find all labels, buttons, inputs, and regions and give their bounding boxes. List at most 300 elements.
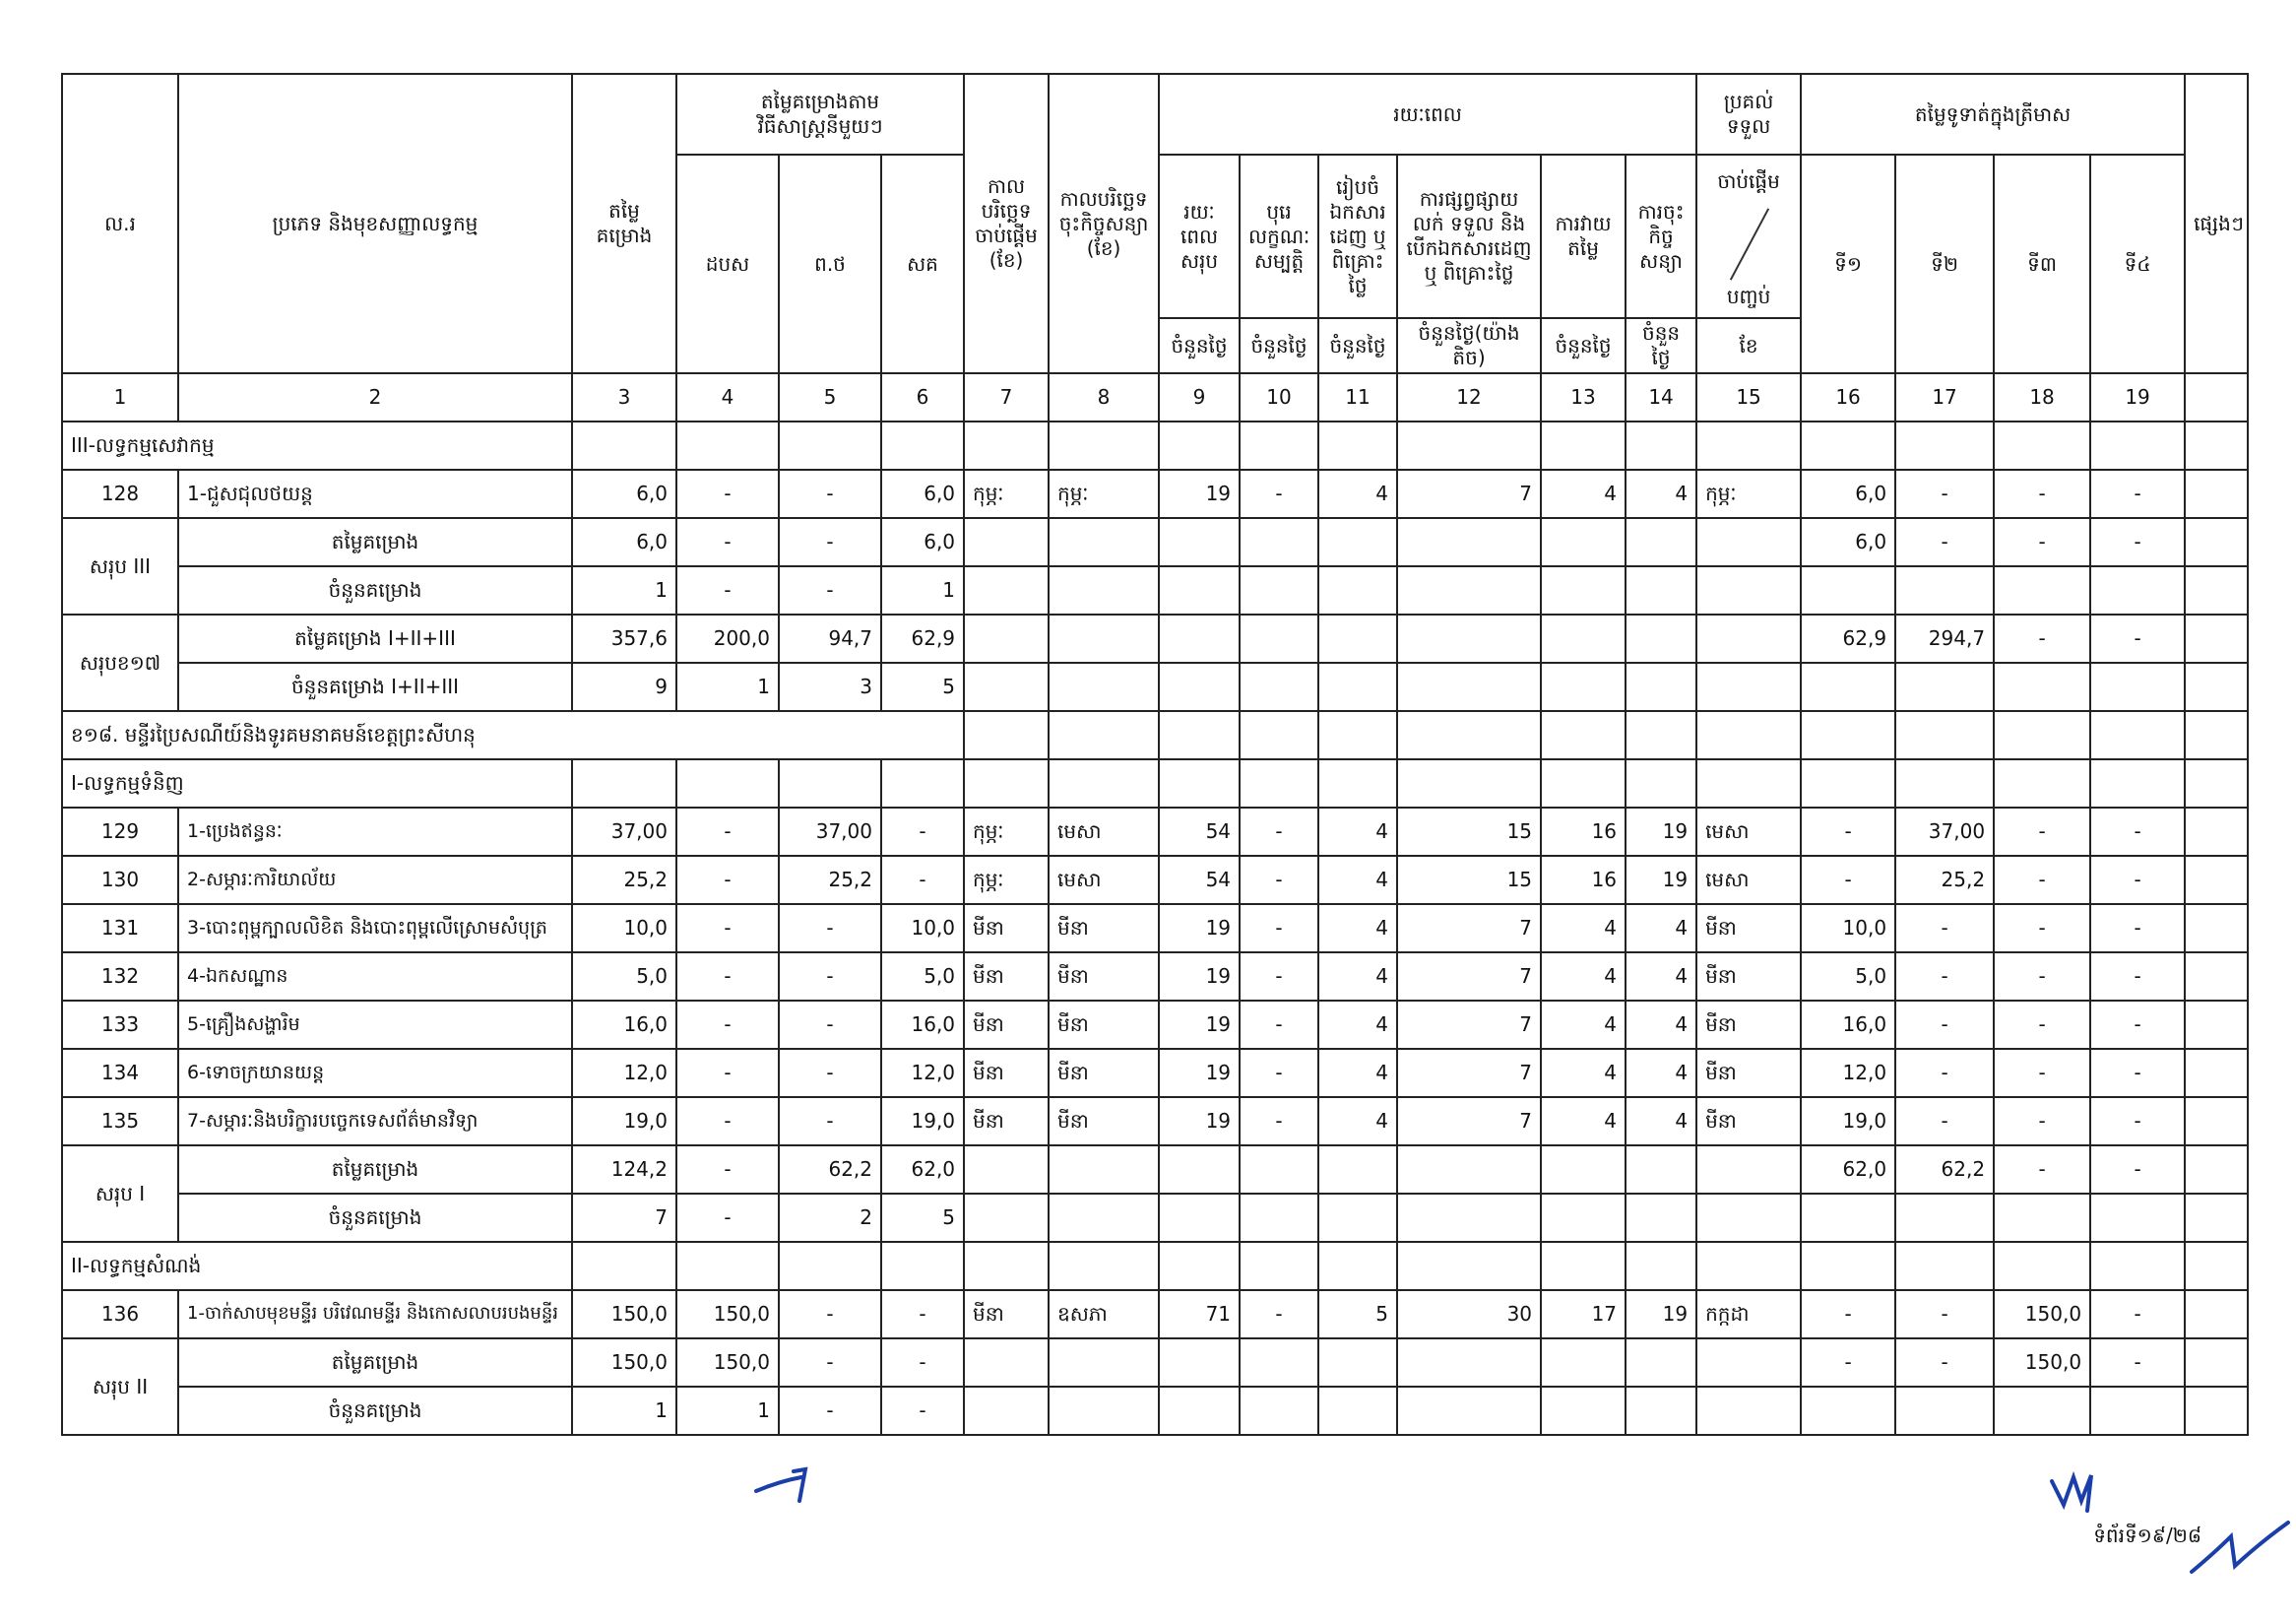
cell: -	[676, 952, 779, 1001]
cell: 4	[1626, 1001, 1696, 1049]
total-count-label: ចំនួនគម្រោង I+II+III	[178, 663, 572, 711]
cell: 54	[1159, 808, 1240, 856]
cell: 62,2	[1895, 1145, 1994, 1194]
cell: 25,2	[1895, 856, 1994, 904]
cell: 1-ចាក់សាបមុខមន្ទីរ បរិវេណមន្ទីរ និងកោសលាបរបងមន្ទីរ	[178, 1290, 572, 1338]
cell: 25,2	[779, 856, 881, 904]
cell: 7	[1397, 952, 1541, 1001]
cell: 130	[62, 856, 178, 904]
cell: 16	[1541, 808, 1626, 856]
cell: 7	[1397, 1097, 1541, 1145]
cell: 6,0	[1801, 518, 1895, 566]
col-evaluation: បុរេ លក្ខណៈ សម្បត្តិ	[1240, 155, 1318, 318]
section-row	[62, 422, 2248, 470]
column-number: 5	[779, 373, 881, 422]
cell: -	[1240, 904, 1318, 952]
column-number: 9	[1159, 373, 1240, 422]
cell: -	[676, 1097, 779, 1145]
cell: មីនា	[964, 952, 1049, 1001]
cell: 135	[62, 1097, 178, 1145]
col-end-month: កាលបរិច្ឆេទ ចុះកិច្ចសន្យា (ខែ)	[1049, 74, 1159, 373]
unit-days: ចំនួនថ្ងៃ	[1159, 318, 1240, 373]
column-number: 10	[1240, 373, 1318, 422]
cell: 294,7	[1895, 615, 1994, 663]
cell: -	[1801, 1290, 1895, 1338]
cell: -	[1994, 1049, 2090, 1097]
cell: 12,0	[572, 1049, 676, 1097]
subtotal-row	[62, 1387, 2248, 1435]
cell: 4	[1541, 904, 1626, 952]
col-delivery-range	[1696, 155, 1801, 318]
cell: -	[1240, 1049, 1318, 1097]
cell: កុម្ភៈ	[1049, 470, 1159, 518]
cell: -	[2090, 808, 2185, 856]
cell: 10,0	[881, 904, 964, 952]
cell: មីនា	[1049, 952, 1159, 1001]
cell: 25,2	[572, 856, 676, 904]
col-q1: ទី១	[1801, 155, 1895, 373]
cell: -	[676, 518, 779, 566]
column-number: 12	[1397, 373, 1541, 422]
cell: មីនា	[964, 904, 1049, 952]
cell: 19	[1626, 808, 1696, 856]
cell: -	[1895, 518, 1994, 566]
unit-days: ចំនួនថ្ងៃ	[1626, 318, 1696, 373]
cell: -	[1240, 1001, 1318, 1049]
cell	[2185, 1049, 2248, 1097]
cell: -	[676, 1001, 779, 1049]
cell: -	[779, 904, 881, 952]
cell: 3	[779, 663, 881, 711]
delivery-end-label: បញ្ចប់	[1726, 285, 1771, 308]
cell: 4	[1541, 1049, 1626, 1097]
cell: -	[676, 470, 779, 518]
column-number: 8	[1049, 373, 1159, 422]
unit-days: ចំនួនថ្ងៃ	[1541, 318, 1626, 373]
table-row	[62, 1290, 2248, 1338]
cell: 19	[1159, 470, 1240, 518]
column-number: 13	[1541, 373, 1626, 422]
cell: 17	[1541, 1290, 1626, 1338]
subtotal-row	[62, 566, 2248, 615]
cell: -	[881, 1338, 964, 1387]
subtotal-value-label: តម្លៃគម្រោង	[178, 518, 572, 566]
cell: -	[1895, 904, 1994, 952]
cell: -	[1240, 470, 1318, 518]
cell: 6,0	[881, 518, 964, 566]
section-goods-title: I-លទ្ធកម្មទំនិញ	[62, 759, 572, 808]
cell: 128	[62, 470, 178, 518]
col-src-a: ដបស	[676, 155, 779, 373]
cell: -	[881, 1387, 964, 1435]
cell: -	[2090, 1145, 2185, 1194]
cell: 19	[1626, 856, 1696, 904]
section-services-title: III-លទ្ធកម្មសេវាកម្ម	[62, 422, 572, 470]
cell: 37,00	[572, 808, 676, 856]
column-number: 1	[62, 373, 178, 422]
cell: -	[2090, 1049, 2185, 1097]
cell: 4	[1318, 1001, 1397, 1049]
cell: -	[1994, 615, 2090, 663]
cell: 12,0	[1801, 1049, 1895, 1097]
cell: 19,0	[1801, 1097, 1895, 1145]
total-label: សរុបខ១៧	[62, 615, 178, 711]
cell: មេសា	[1049, 808, 1159, 856]
col-quarter-payments: តម្លៃទូទាត់ក្នុងត្រីមាស	[1801, 74, 2185, 155]
cell: -	[1994, 470, 2090, 518]
cell: -	[1994, 1097, 2090, 1145]
cell: 16,0	[572, 1001, 676, 1049]
cell: មីនា	[964, 1290, 1049, 1338]
cell: -	[881, 808, 964, 856]
cell: 150,0	[676, 1290, 779, 1338]
cell: 19,0	[881, 1097, 964, 1145]
cell: -	[881, 856, 964, 904]
cell: 4	[1626, 952, 1696, 1001]
cell: 7	[1397, 470, 1541, 518]
cell	[2185, 1290, 2248, 1338]
cell: 4	[1626, 1049, 1696, 1097]
delivery-start-label: ចាប់ផ្តើម	[1717, 169, 1780, 193]
cell: 10,0	[1801, 904, 1895, 952]
cell: 134	[62, 1049, 178, 1097]
subtotal-label: សរុប II	[62, 1338, 178, 1435]
col-q4: ទី៤	[2090, 155, 2185, 373]
cell: -	[779, 1338, 881, 1387]
cell: 15	[1397, 808, 1541, 856]
cell: 1	[676, 1387, 779, 1435]
cell: 5,0	[881, 952, 964, 1001]
cell: -	[1801, 1338, 1895, 1387]
cell: -	[1994, 856, 2090, 904]
col-price-eval: ការវាយ តម្លៃ	[1541, 155, 1626, 318]
cell: 16	[1541, 856, 1626, 904]
table-row	[62, 904, 2248, 952]
cell: -	[2090, 1290, 2185, 1338]
cell	[2185, 1001, 2248, 1049]
subtotal-row	[62, 1145, 2248, 1194]
table-row	[62, 952, 2248, 1001]
cell: 6,0	[881, 470, 964, 518]
cell: 4	[1318, 856, 1397, 904]
table-row	[62, 470, 2248, 518]
cell: 150,0	[572, 1338, 676, 1387]
cell: 150,0	[1994, 1290, 2090, 1338]
cell: 1	[572, 566, 676, 615]
cell: -	[676, 904, 779, 952]
cell: -	[1895, 1097, 1994, 1145]
cell: មីនា	[1049, 1097, 1159, 1145]
cell: 5	[1318, 1290, 1397, 1338]
table-row	[62, 1097, 2248, 1145]
cell: 4	[1626, 904, 1696, 952]
cell: 4	[1541, 1001, 1626, 1049]
cell: -	[2090, 952, 2185, 1001]
cell: 129	[62, 808, 178, 856]
cell: -	[676, 1049, 779, 1097]
cell: -	[676, 856, 779, 904]
total-value-label: តម្លៃគម្រោង I+II+III	[178, 615, 572, 663]
cell: -	[1994, 518, 2090, 566]
cell: -	[1240, 856, 1318, 904]
cell: -	[2090, 856, 2185, 904]
cell: 1	[572, 1387, 676, 1435]
cell: -	[1240, 1290, 1318, 1338]
column-number: 15	[1696, 373, 1801, 422]
cell: 12,0	[881, 1049, 964, 1097]
cell: មីនា	[964, 1001, 1049, 1049]
cell: កុម្ភៈ	[1696, 470, 1801, 518]
cell: 7	[572, 1194, 676, 1242]
cell: -	[1994, 808, 2090, 856]
cell: -	[676, 566, 779, 615]
cell	[2185, 470, 2248, 518]
col-by-source: តម្លៃគម្រោងតាម វិធីសាស្ត្រនីមួយៗ	[676, 74, 964, 155]
col-no: ល.រ	[62, 74, 178, 373]
cell: 200,0	[676, 615, 779, 663]
department-title: ខ១៨. មន្ទីរប្រៃសណីយ៍និងទូរគមនាគមន៍ខេត្តព្រះសីហនុ	[62, 711, 964, 759]
table-row	[62, 808, 2248, 856]
cell: 19	[1159, 1001, 1240, 1049]
cell	[2185, 856, 2248, 904]
column-number: 7	[964, 373, 1049, 422]
cell: មីនា	[1696, 1001, 1801, 1049]
column-number: 18	[1994, 373, 2090, 422]
cell: 5,0	[1801, 952, 1895, 1001]
column-number: 14	[1626, 373, 1696, 422]
subtotal-value-label: តម្លៃគម្រោង	[178, 1145, 572, 1194]
col-contract-sign: ការចុះ កិច្ចសន្យា	[1626, 155, 1696, 318]
subtotal-row	[62, 518, 2248, 566]
total-row	[62, 663, 2248, 711]
cell: 4	[1318, 808, 1397, 856]
cell: 132	[62, 952, 178, 1001]
cell: 19	[1626, 1290, 1696, 1338]
subtotal-value-label: តម្លៃគម្រោង	[178, 1338, 572, 1387]
cell: 6,0	[572, 470, 676, 518]
subtotal-count-label: ចំនួនគម្រោង	[178, 1194, 572, 1242]
col-other: ផ្សេងៗ	[2185, 74, 2248, 373]
cell: 37,00	[779, 808, 881, 856]
col-duration: រយៈពេល	[1159, 74, 1696, 155]
cell	[2185, 952, 2248, 1001]
cell: -	[1994, 952, 2090, 1001]
column-number: 2	[178, 373, 572, 422]
cell: 7	[1397, 1049, 1541, 1097]
cell: 136	[62, 1290, 178, 1338]
cell: 4	[1318, 904, 1397, 952]
column-number-row	[62, 373, 2248, 422]
cell: 62,9	[881, 615, 964, 663]
cell: 124,2	[572, 1145, 676, 1194]
unit-days: ចំនួនថ្ងៃ	[1240, 318, 1318, 373]
cell: 2-សម្ភារៈការិយាល័យ	[178, 856, 572, 904]
cell: -	[1895, 470, 1994, 518]
cell: 150,0	[572, 1290, 676, 1338]
cell: -	[779, 1097, 881, 1145]
cell: 7-សម្ភារៈនិងបរិក្ខារបច្ចេកទេសព័ត៌មានវិទ្យា	[178, 1097, 572, 1145]
cell: 62,0	[1801, 1145, 1895, 1194]
cell	[2185, 1097, 2248, 1145]
cell: -	[1895, 952, 1994, 1001]
cell: កុម្ភៈ	[964, 808, 1049, 856]
cell: មីនា	[1049, 1001, 1159, 1049]
cell	[2185, 904, 2248, 952]
col-estimate: តម្លៃគម្រោង	[572, 74, 676, 373]
cell	[2185, 808, 2248, 856]
cell: 62,2	[779, 1145, 881, 1194]
cell: មេសា	[1696, 856, 1801, 904]
column-number: 17	[1895, 373, 1994, 422]
col-publish-docs: ការផ្សព្វផ្សាយ លក់ ទទួល និង បើកឯកសារដេញ ឬ ពិគ្រោះថ្លៃ	[1397, 155, 1541, 318]
cell: 30	[1397, 1290, 1541, 1338]
goods-rows	[62, 808, 2248, 1145]
subtotal-label: សរុប III	[62, 518, 178, 615]
col-q2: ទី២	[1895, 155, 1994, 373]
cell: -	[676, 1194, 779, 1242]
cell: 19	[1159, 952, 1240, 1001]
column-number: 19	[2090, 373, 2185, 422]
cell: -	[2090, 1338, 2185, 1387]
cell: 357,6	[572, 615, 676, 663]
cell: 37,00	[1895, 808, 1994, 856]
cell: -	[779, 1049, 881, 1097]
subtotal-label: សរុប I	[62, 1145, 178, 1242]
cell: -	[2090, 470, 2185, 518]
subtotal-row	[62, 1194, 2248, 1242]
cell: 3-បោះពុម្ពក្បាលលិខិត និងបោះពុម្ពលើស្រោមសំបុត្រ	[178, 904, 572, 952]
column-number: 11	[1318, 373, 1397, 422]
cell: 1	[676, 663, 779, 711]
subtotal-count-label: ចំនួនគម្រោង	[178, 1387, 572, 1435]
section-row	[62, 1242, 2248, 1290]
column-number: 4	[676, 373, 779, 422]
cell: 16,0	[1801, 1001, 1895, 1049]
cell: 133	[62, 1001, 178, 1049]
cell: -	[2090, 1001, 2185, 1049]
cell: -	[779, 1387, 881, 1435]
cell: 1-ជួសជុលថយន្ត	[178, 470, 572, 518]
page-number: ទំព័រទី១៩/២៨	[2093, 1524, 2201, 1547]
cell: 10,0	[572, 904, 676, 952]
cell: 4	[1541, 470, 1626, 518]
cell: 7	[1397, 904, 1541, 952]
subtotal-count-label: ចំនួនគម្រោង	[178, 566, 572, 615]
column-number: 6	[881, 373, 964, 422]
section-row	[62, 759, 2248, 808]
cell: 9	[572, 663, 676, 711]
subtotal-row	[62, 1338, 2248, 1387]
unit-month: ខែ	[1696, 318, 1801, 373]
cell: -	[2090, 904, 2185, 952]
cell: មីនា	[964, 1049, 1049, 1097]
cell: 150,0	[676, 1338, 779, 1387]
cell: 4	[1541, 952, 1626, 1001]
cell: 54	[1159, 856, 1240, 904]
cell: 1	[881, 566, 964, 615]
col-delivery: ប្រគល់ ទទួល	[1696, 74, 1801, 155]
initial-signature-icon	[2048, 1461, 2117, 1521]
cell: 19	[1159, 904, 1240, 952]
procurement-plan-table	[61, 73, 2249, 1436]
cell: -	[1994, 1001, 2090, 1049]
cell: 4	[1318, 952, 1397, 1001]
column-number: 3	[572, 373, 676, 422]
total-row	[62, 615, 2248, 663]
cell: 4	[1626, 470, 1696, 518]
unit-days-min: ចំនួនថ្ងៃ(យ៉ាងតិច)	[1397, 318, 1541, 373]
cell: -	[881, 1290, 964, 1338]
col-type-name: ប្រភេទ និងមុខសញ្ញាលទ្ធកម្ម	[178, 74, 572, 373]
cell: -	[779, 1001, 881, 1049]
cell: 6-ទោចក្រយានយន្ត	[178, 1049, 572, 1097]
cell: 5	[881, 663, 964, 711]
cell: 131	[62, 904, 178, 952]
cell: 16,0	[881, 1001, 964, 1049]
cell: -	[1801, 808, 1895, 856]
cell: កុម្ភៈ	[964, 856, 1049, 904]
cell: -	[1994, 904, 2090, 952]
cell: 6,0	[572, 518, 676, 566]
column-number	[2185, 373, 2248, 422]
cell: -	[1895, 1001, 1994, 1049]
cell: -	[1994, 1145, 2090, 1194]
initial-signature-icon	[750, 1452, 829, 1511]
cell: 4	[1541, 1097, 1626, 1145]
cell: -	[779, 1290, 881, 1338]
cell: 19	[1159, 1049, 1240, 1097]
cell: មីនា	[1696, 952, 1801, 1001]
cell: មីនា	[1049, 904, 1159, 952]
cell: -	[1895, 1338, 1994, 1387]
cell: -	[1240, 808, 1318, 856]
cell: មីនា	[964, 1097, 1049, 1145]
cell: -	[779, 470, 881, 518]
cell: 4	[1318, 470, 1397, 518]
cell: -	[1801, 856, 1895, 904]
cell: -	[779, 518, 881, 566]
cell: -	[1240, 952, 1318, 1001]
cell: 6,0	[1801, 470, 1895, 518]
cell: -	[779, 952, 881, 1001]
cell: 62,9	[1801, 615, 1895, 663]
cell: មេសា	[1049, 856, 1159, 904]
cell: -	[1895, 1290, 1994, 1338]
cell: 19,0	[572, 1097, 676, 1145]
cell: 71	[1159, 1290, 1240, 1338]
cell: 4	[1626, 1097, 1696, 1145]
cell: 7	[1397, 1001, 1541, 1049]
col-src-c: សគ	[881, 155, 964, 373]
cell: 4	[1318, 1049, 1397, 1097]
cell: 5-គ្រឿងសង្ហារិម	[178, 1001, 572, 1049]
cell: -	[2090, 518, 2185, 566]
table-row	[62, 1001, 2248, 1049]
cell: កក្កដា	[1696, 1290, 1801, 1338]
table-row	[62, 856, 2248, 904]
cell: 4	[1318, 1097, 1397, 1145]
department-row	[62, 711, 2248, 759]
cell: 15	[1397, 856, 1541, 904]
cell: 1-ប្រេងឥន្ធនៈ	[178, 808, 572, 856]
col-prepare-docs: រៀបចំ ឯកសារ ដេញ ឬ ពិគ្រោះថ្លៃ	[1318, 155, 1397, 318]
cell: កុម្ភៈ	[964, 470, 1049, 518]
cell: 94,7	[779, 615, 881, 663]
cell: ឧសភា	[1049, 1290, 1159, 1338]
col-q3: ទី៣	[1994, 155, 2090, 373]
cell: 5	[881, 1194, 964, 1242]
table-row	[62, 1049, 2248, 1097]
